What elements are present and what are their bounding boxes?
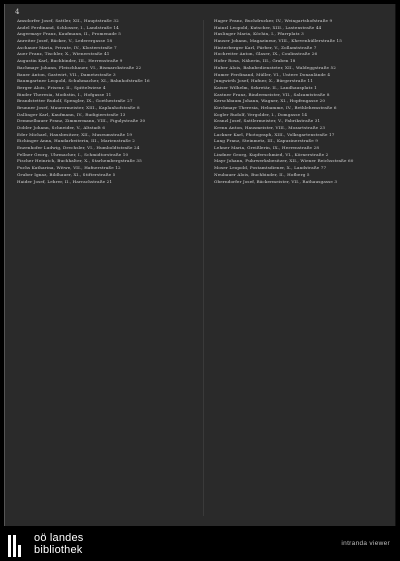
directory-entry: Bachmayr Johann, Fleischhauer, VI., Bismarckstraße 22 <box>17 64 142 70</box>
directory-entry: Humer Ferdinand, Müller, VI., Untere Donaulände 4 <box>214 71 331 77</box>
directory-entry: Demmelbauer Franz, Zimmermann, VIII., Figulystraße 30 <box>17 118 146 124</box>
directory-entry: Eichinger Anna, Handarbeiterin, III., Marienstraße 2 <box>17 138 136 144</box>
directory-entry: Hager Franz, Buchdrucker, IV., Weingartshofstraße 9 <box>214 18 333 23</box>
directory-entry: Lindner Georg, Kupferschmied, VI., Körnerstraße 2 <box>214 151 329 157</box>
directory-entry: Amsdorfer Josef, Sattler, XII., Hauptstraße 32 <box>17 18 119 23</box>
directory-entry: Kranzl Josef, Sattlermeister, V., Fabrikstraße 31 <box>214 118 321 124</box>
viewer-label[interactable]: intranda viewer <box>341 540 390 547</box>
logo-text <box>34 532 84 556</box>
directory-entry: Hainzl Leopold, Kutscher, XIII., Lastenstraße 44 <box>214 24 322 30</box>
library-logo[interactable] <box>8 532 158 558</box>
directory-entry: Dobler Johann, Schneider, V., Altstadt 6 <box>17 125 106 130</box>
viewer-footer <box>0 528 400 561</box>
directory-entry: Augustin Karl, Buchbinder, III., Herrenstraße 9 <box>17 58 123 64</box>
directory-entry: Kerschbaum Johann, Wagner, XI., Hopfengasse 20 <box>214 98 326 104</box>
directory-entry: Neubauer Alois, Buchbinder, II., Hofberg 5 <box>214 171 310 177</box>
page-number: 4 <box>15 8 20 16</box>
directory-entry: Anreiter Josef, Bäcker, V., Lederergasse 18 <box>17 38 113 44</box>
directory-entry: Hinterberger Karl, Färber, V., Zollamtstraße 7 <box>214 44 317 50</box>
directory-entry: Fellner Georg, Uhrmacher, I., Schmidtorstraße 10 <box>17 151 129 157</box>
directory-entry: Hofer Rosa, Näherin, III., Graben 18 <box>214 58 296 64</box>
directory-entry: Eder Michael, Hausbesitzer, XII., Museumstraße 19 <box>17 131 133 137</box>
directory-entry: Jungwirth Josef, Hafner, X., Bürgerstraße 11 <box>214 78 314 84</box>
directory-entry: Gruber Ignaz, Bildhauer, XI., Stifterstraße 5 <box>17 171 116 177</box>
directory-entry: Baumgartner Leopold, Schuhmacher, XI., Bahnhofstraße 16 <box>17 78 150 84</box>
directory-entry: Fuchs Katharina, Witwe, VII., Hafnerstraße 12 <box>17 165 121 171</box>
directory-entry: Kirchmayr Theresia, Hebamme, IV., Bethlehemstraße 6 <box>214 104 337 110</box>
directory-entry: Binder Theresia, Modistin, I., Hofgasse 11 <box>17 91 112 97</box>
left-column <box>17 18 189 518</box>
directory-entry: Moser Leopold, Postamtsdiener, X., Landstraße 77 <box>214 165 327 171</box>
directory-entry: Kastner Franz, Bindermeister, VII., Salzamtstraße 8 <box>214 91 330 97</box>
directory-entry: Huber Alois, Bahnbediensteter, XII., Waldeggstraße 52 <box>214 64 337 70</box>
directory-entry: Dallinger Karl, Kaufmann, IV., Rudigierstraße 13 <box>17 111 126 117</box>
directory-entry: Lehner Maria, Greißlerin, IX., Herrenstraße 28 <box>214 145 320 151</box>
directory-entry: Kogler Rudolf, Vergolder, I., Domgasse 14 <box>214 111 308 117</box>
directory-entry: Auer Franz, Tischler, X., Wienerstraße 41 <box>17 51 110 57</box>
scanned-page <box>4 4 396 526</box>
directory-entry: Berger Alois, Friseur, II., Spittelwiese 4 <box>17 84 106 90</box>
directory-entry: Kaiser Wilhelm, Sekretär, II., Landhausplatz 1 <box>214 84 317 90</box>
logo-text-line2: bibliothek <box>34 544 83 556</box>
directory-entry: Angermayr Franz, Kaufmann, II., Promenade 5 <box>17 31 122 37</box>
directory-entry: Brunner Josef, Maurermeister, XIII., Kaplanhofstraße 8 <box>17 104 140 110</box>
directory-entry: Brandstetter Rudolf, Spengler, IX., Goethestraße 27 <box>17 98 133 104</box>
logo-bars-icon <box>8 535 28 557</box>
directory-entry: Hauser Johann, Magazineur, VIII., Khevenhüllerstraße 15 <box>214 38 342 44</box>
directory-entry: Haslinger Maria, Köchin, I., Pfarrplatz 3 <box>214 31 304 37</box>
directory-entry: Aschauer Maria, Private, IV., Klosterstraße 7 <box>17 44 117 50</box>
directory-entry: Haider Josef, Lehrer, II., Harrachstraße 21 <box>17 178 113 184</box>
directory-entry: Fischer Heinrich, Buchhalter, X., Starhembergstraße 35 <box>17 158 142 164</box>
directory-entry: Lackner Karl, Photograph, XIII., Volksgartenstraße 17 <box>214 131 335 137</box>
right-column <box>214 18 386 518</box>
logo-text-line1: oö landes <box>34 532 84 544</box>
directory-entry: Bauer Anton, Gastwirt, VII., Dametzstraße 3 <box>17 71 116 77</box>
directory-entry: Andel Ferdinand, Schlosser, I., Landstraße 14 <box>17 24 119 30</box>
directory-entry: Enzenhofer Ludwig, Drechsler, VI., Humboldtstraße 24 <box>17 145 140 151</box>
directory-entry: Lang Franz, Steinmetz, III., Kapuzinerstraße 9 <box>214 138 318 144</box>
directory-entry: Hochreiter Anton, Glaser, IX., Coulinstraße 26 <box>214 51 318 57</box>
column-divider <box>203 20 204 516</box>
directory-entry: Oberndorfer Josef, Bäckermeister, VII., Rathausgasse 3 <box>214 178 338 184</box>
directory-entry: Mayr Johann, Fuhrwerksbesitzer, XII., Wiener Reichsstraße 60 <box>214 158 354 164</box>
directory-entry: Krenn Anton, Hausmeister, VIII., Mozartstraße 23 <box>214 125 326 130</box>
